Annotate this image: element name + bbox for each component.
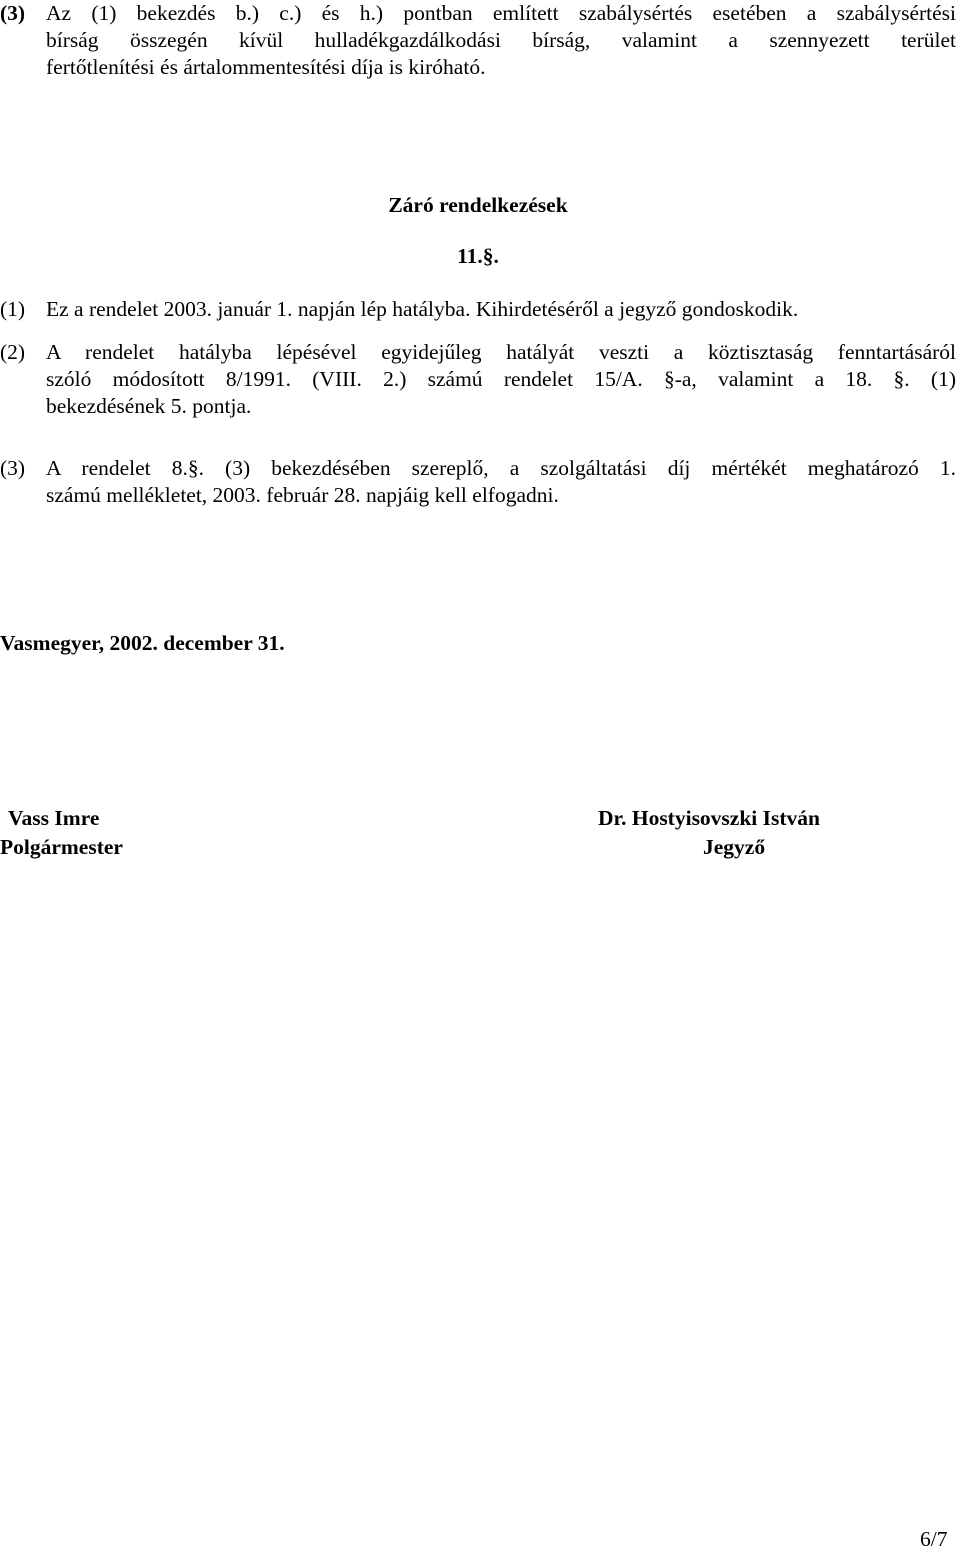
- paragraph-number: (3): [0, 1, 26, 25]
- paragraph-line: bírság összegén kívül hulladékgazdálkodási bírság, valamint a szennyezett terület: [46, 28, 956, 52]
- paragraph-line: A rendelet 8.§. (3) bekezdésében szereplő, a szolgáltatási díj mértékét meghatározó 1.: [46, 456, 956, 480]
- page-number: 6/7: [920, 1527, 948, 1551]
- paragraph-number: (3): [0, 456, 26, 480]
- signature-left-name: Vass Imre: [8, 806, 100, 830]
- paragraph-line: számú mellékletet, 2003. február 28. napjáig kell elfogadni.: [46, 483, 559, 507]
- paragraph-line: bekezdésének 5. pontja.: [46, 394, 252, 418]
- paragraph-number: (2): [0, 340, 26, 364]
- paragraph-number: (1): [0, 297, 26, 321]
- paragraph-line: fertőtlenítési és ártalommentesítési díja is kiróható.: [46, 55, 486, 79]
- paragraph-text: Ez a rendelet 2003. január 1. napján lép hatályba. Kihirdetéséről a jegyző gondoskodik.: [46, 297, 799, 321]
- signature-right-name: Dr. Hostyisovszki István: [598, 806, 821, 830]
- paragraph-line: szóló módosított 8/1991. (VIII. 2.) számú rendelet 15/A. §-a, valamint a 18. §. (1): [46, 367, 956, 391]
- signature-right-title: Jegyző: [703, 835, 766, 859]
- section-title: Záró rendelkezések: [388, 193, 568, 217]
- section-number: 11.§.: [457, 244, 499, 268]
- paragraph-line: Az (1) bekezdés b.) c.) és h.) pontban említett szabálysértés esetében a szabálysértési: [46, 1, 956, 25]
- paragraph-line: A rendelet hatályba lépésével egyidejűleg hatályát veszti a köztisztaság fenntartásáról: [46, 340, 956, 364]
- place-date: Vasmegyer, 2002. december 31.: [0, 631, 285, 655]
- signature-left-title: Polgármester: [0, 835, 123, 859]
